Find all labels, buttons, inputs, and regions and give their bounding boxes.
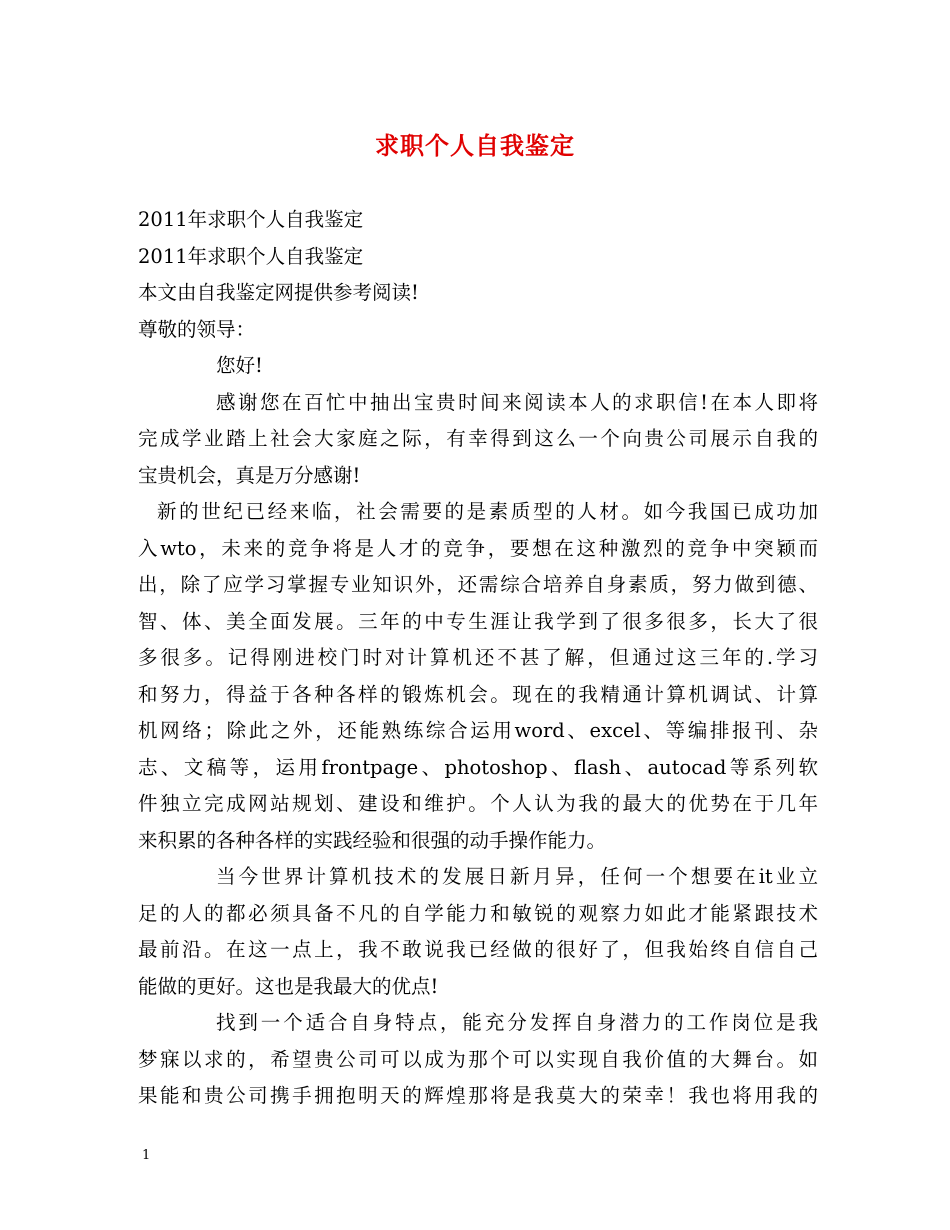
text-line: 当今世界计算机技术的发展日新月异，任何一个想要在it业立 [216, 865, 818, 888]
text-line: 2011年求职个人自我鉴定 [138, 244, 364, 268]
text-line: 完成学业踏上社会大家庭之际，有幸得到这么一个向贵公司展示自我的 [138, 427, 818, 450]
text-line: 最前沿。在这一点上，我不敢说我已经做的很好了，但我始终自信自己 [138, 938, 818, 961]
text-line: 机网络；除此之外，还能熟练综合运用word、excel、等编排报刊、杂 [138, 719, 818, 742]
page-number: 1 [142, 1148, 151, 1163]
text-line: 您好! [216, 354, 263, 377]
text-line: 尊敬的领导： [138, 317, 256, 341]
text-line: 感谢您在百忙中抽出宝贵时间来阅读本人的求职信!在本人即将 [216, 390, 818, 414]
text-line: 来积累的各种各样的实践经验和很强的动手操作能力。 [138, 828, 607, 852]
text-line: 梦寐以求的，希望贵公司可以成为那个可以实现自我价值的大舞台。如 [138, 1047, 818, 1071]
text-line: 新的世纪已经来临，社会需要的是素质型的人材。如今我国已成功加 [157, 500, 818, 523]
text-line: 2011年求职个人自我鉴定 [138, 208, 364, 231]
text-line: 智、体、美全面发展。三年的中专生涯让我学到了很多很多，长大了很 [138, 609, 818, 633]
text-line: 本文由自我鉴定网提供参考阅读! [138, 281, 419, 304]
document-body [138, 202, 818, 1115]
text-line: 件独立完成网站规划、建设和维护。个人认为我的最大的优势在于几年 [138, 792, 818, 815]
text-line: 出，除了应学习掌握专业知识外，还需综合培养自身素质，努力做到德、 [138, 573, 818, 596]
text-line: 足的人的都必须具备不凡的自学能力和敏锐的观察力如此才能紧跟技术 [138, 901, 818, 925]
text-line: 和努力，得益于各种各样的锻炼机会。现在的我精通计算机调试、计算 [138, 682, 818, 706]
text-line: 多很多。记得刚进校门时对计算机还不甚了解，但通过这三年的.学习 [138, 646, 818, 669]
text-line: 果能和贵公司携手拥抱明天的辉煌那将是我莫大的荣幸！我也将用我的 [138, 1084, 818, 1107]
text-line: 入wto，未来的竞争将是人才的竞争，要想在这种激烈的竞争中突颖而 [138, 536, 818, 560]
text-line: 志、文稿等，运用frontpage、photoshop、flash、autocad等系列软 [138, 755, 818, 779]
text-line: 能做的更好。这也是我最大的优点! [138, 974, 439, 998]
text-line: 找到一个适合自身特点，能充分发挥自身潜力的工作岗位是我 [216, 1011, 818, 1034]
document-title: 求职个人自我鉴定 [375, 131, 575, 160]
text-line: 宝贵机会，真是万分感谢! [138, 463, 361, 487]
